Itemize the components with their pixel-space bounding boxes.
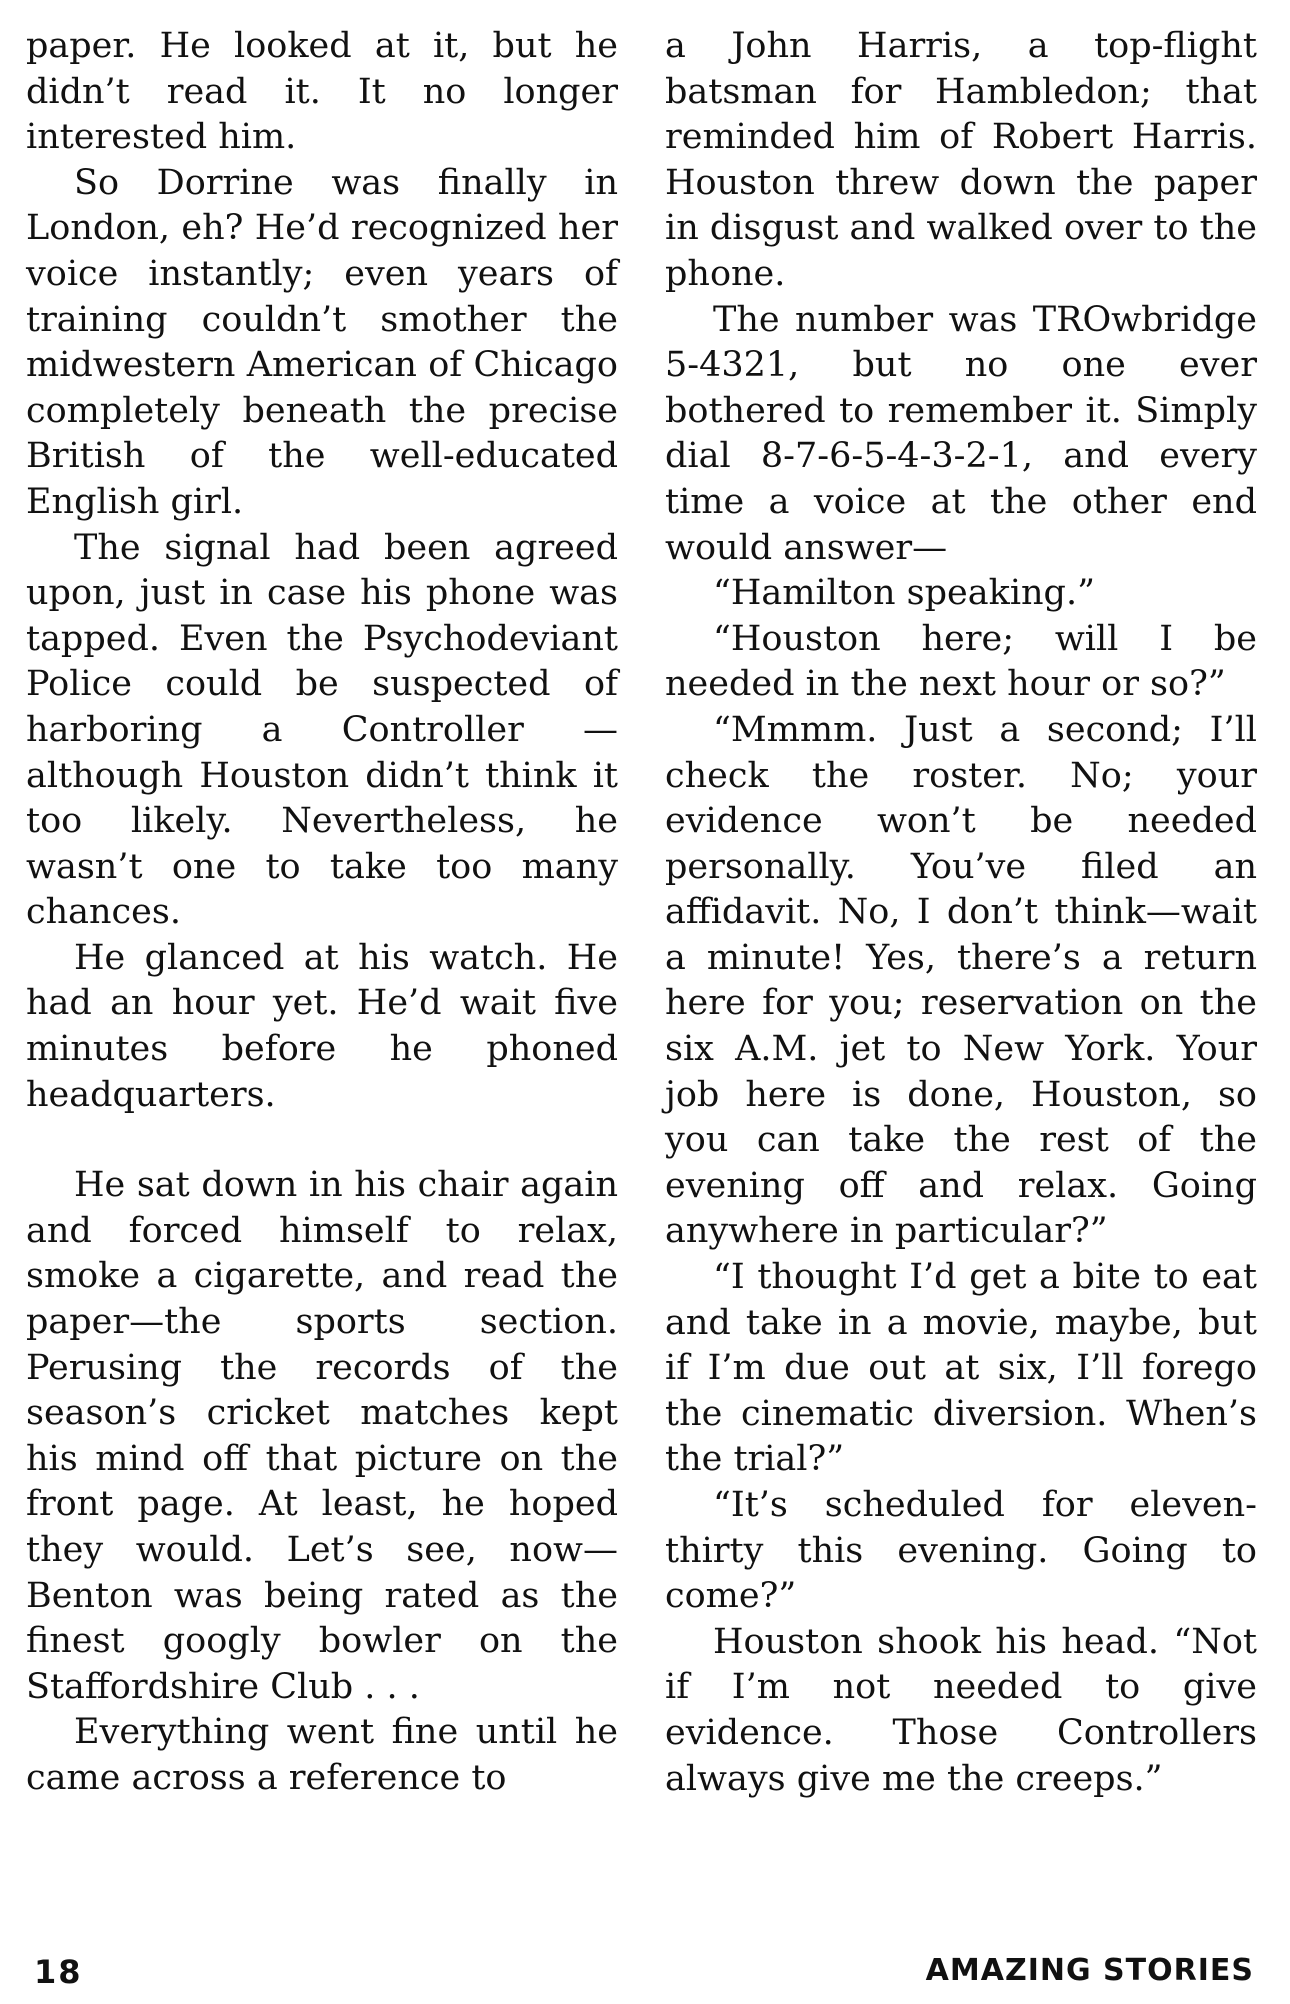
magazine-title: AMAZING STORIES [925, 1953, 1254, 1988]
paragraph: “Mmmm. Just a second; I’ll check the roster. No; your evidence won’t be needed personally. You’ve filed an affidavit. No, I don’t think—wait a minute! Yes, there’s a return here for you; reservation on the six A.M. jet to New York. Your job here is done, Houston, so you can take the rest of the evening off and relax. Going anywhere in particular?” [665, 709, 1257, 1252]
paragraph: So Dorrine was finally in London, eh? He’d recognized her voice instantly; even years of training couldn’t smother the midwestern American of Chicago completely beneath the precise British of the well-educated English girl. [26, 162, 618, 522]
paragraph: He sat down in his chair again and forced himself to relax, smoke a cigarette, and read the paper—the sports section. Perusing the records of the season’s cricket matches kept his mind off that picture on the front page. At least, he hoped they would. Let’s see, now—Benton was being rated as the finest googly bowler on the Staffordshire Club . . . [26, 1165, 618, 1707]
paragraph: He glanced at his watch. He had an hour yet. He’d wait five minutes before he phoned headquarters. [26, 937, 618, 1115]
paragraph: Houston shook his head. “Not if I’m not needed to give evidence. Those Controllers always give me the creeps.” [665, 1621, 1257, 1799]
paragraph: “It’s scheduled for eleven-thirty this evening. Going to come?” [665, 1485, 1257, 1617]
paragraph: “Houston here; will I be needed in the next hour or so?” [665, 618, 1257, 705]
paragraph: paper. He looked at it, but he didn’t read it. It no longer interested him. [26, 26, 618, 158]
paragraph: The number was TROwbridge 5-4321, but no one ever bothered to remember it. Simply dial 8-7-6-5-4-3-2-1, and every time a voice at the other end would answer— [665, 299, 1257, 568]
left-column [26, 24, 618, 1802]
paragraph: “I thought I’d get a bite to eat and take in a movie, maybe, but if I’m due out at six, I’ll forego the cinematic diversion. When’s the trial?” [665, 1257, 1257, 1480]
paragraph: Everything went fine until he came across a reference to [26, 1712, 618, 1798]
paragraph: a John Harris, a top-flight batsman for Hambledon; that reminded him of Robert Harris. Houston threw down the paper in disgust and walked over to the phone. [665, 26, 1257, 294]
paragraph: “Hamilton speaking.” [713, 573, 1095, 614]
page-number: 18 [34, 1953, 83, 1991]
paragraph: The signal had been agreed upon, just in case his phone was tapped. Even the Psychodeviant Police could be suspected of harboring a Controller — although Houston didn’t think it too likely. Nevertheless, he wasn’t one to take too many chances. [26, 527, 618, 933]
right-column [665, 24, 1257, 1802]
